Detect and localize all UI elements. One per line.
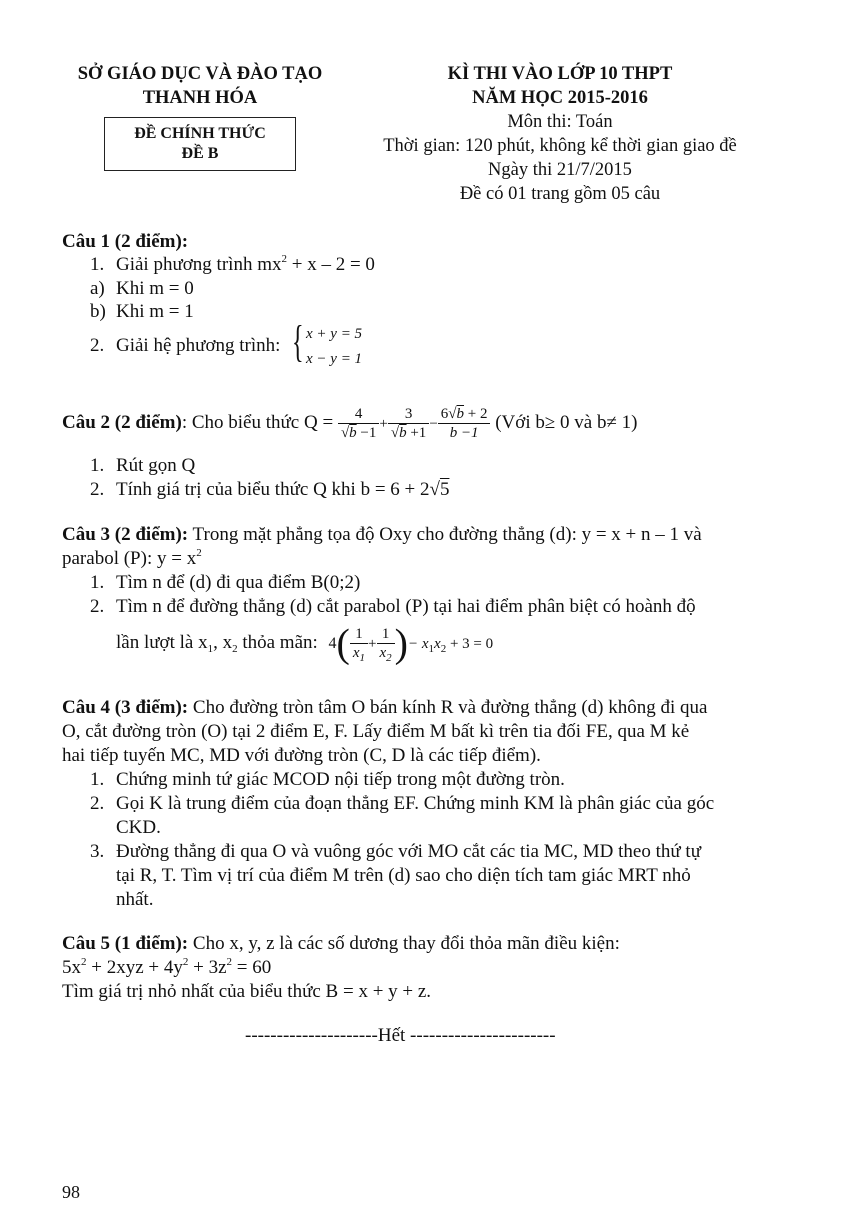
- page-number: 98: [62, 1182, 80, 1202]
- q2-fraction-2: [388, 405, 429, 442]
- text: lần lượt là x: [116, 632, 208, 653]
- official-label: ĐỀ CHÍNH THỨC: [134, 125, 266, 142]
- q1-item-a-text: Khi m = 0: [116, 278, 194, 299]
- end-marker: ---------------------Hết -----------------------: [245, 1025, 556, 1046]
- q4-item-1-number: 1.: [90, 769, 105, 790]
- q3-item-2-number: 2.: [90, 596, 105, 617]
- text: + 3 = 0: [446, 636, 494, 652]
- numerator-tail: + 2: [464, 406, 488, 423]
- q2-item-1-text: Rút gọn Q: [116, 455, 196, 476]
- q3-intro-line-1: [62, 523, 702, 547]
- q3-item-2: [90, 595, 696, 619]
- q1-item-b-label: b): [90, 301, 106, 322]
- subscript: 1: [428, 643, 435, 655]
- province-name: THANH HÓA: [142, 88, 258, 108]
- pages-info: Đề có 01 trang gồm 05 câu: [459, 184, 661, 204]
- q2-item-2: 2. Tính giá trị của biểu thức Q khi b = 6 + 2√5: [90, 479, 450, 500]
- department-header: [50, 62, 350, 110]
- exp: 2: [226, 956, 233, 968]
- q3-item-1: [90, 571, 360, 595]
- q4-item-2: [90, 792, 714, 816]
- sqrt-radicand: b: [399, 425, 407, 442]
- formula-coef: 4: [328, 635, 337, 652]
- q1-item-2-text: Giải hệ phương trình:: [116, 335, 281, 356]
- minus-operator: −: [429, 416, 438, 432]
- q1-item-1: [90, 253, 375, 277]
- q1-item-a-label: a): [90, 278, 105, 299]
- q2-item-1: [90, 454, 195, 478]
- text: thỏa mãn:: [237, 632, 318, 653]
- text: , x: [213, 632, 233, 653]
- q3-intro-text: Trong mặt phẳng tọa độ Oxy cho đường thẳng (d): y = x + n – 1 và: [188, 524, 702, 545]
- q4-item-3: [90, 840, 701, 864]
- q4-item-1: [90, 768, 565, 792]
- q2-item-1-number: 1.: [90, 455, 105, 476]
- q2-statement: [62, 400, 637, 447]
- left-paren-icon: (: [336, 620, 350, 666]
- q2-title: Câu 2 (2 điểm): [62, 412, 182, 433]
- formula-tail: [408, 636, 494, 655]
- q4-item-2-number: 2.: [90, 793, 105, 814]
- q1-title: Câu 1 (2 điểm):: [62, 231, 189, 252]
- system-equation-2: x − y = 1: [306, 351, 363, 367]
- exam-variant: ĐỀ B: [181, 145, 219, 162]
- q2-item-2-number: 2.: [90, 479, 105, 500]
- q2-fraction-3-numerator: 6√b + 2: [438, 405, 491, 424]
- text: x: [434, 636, 441, 652]
- q5-task: Tìm giá trị nhỏ nhất của biểu thức B = x + y + z.: [62, 981, 432, 1002]
- q2-fraction-1-denominator: √b −1: [340, 425, 377, 442]
- sqrt-radicand: b: [456, 406, 465, 423]
- denominator: [350, 644, 368, 665]
- q3-formula: [328, 620, 494, 666]
- q3-item-2-line-2: [116, 620, 493, 667]
- q4-intro-line-3: hai tiếp tuyến MC, MD với đường tròn (C, D là các tiếp điểm).: [62, 745, 541, 766]
- q4-item-3-line-3: nhất.: [116, 889, 154, 910]
- q2-fraction-1: [338, 405, 379, 442]
- subscript: 2: [386, 652, 392, 665]
- numerator: 1: [377, 625, 395, 644]
- exp: 2: [81, 956, 87, 968]
- q4-intro-line-2: O, cắt đường tròn (O) tại 2 điểm E, F. Lấy điểm M bất kì trên tia đối FE, qua M kẻ: [62, 721, 690, 742]
- q4-item-3-line-2: tại R, T. Tìm vị trí của điểm M trên (d) sao cho diện tích tam giác MRT nhỏ: [116, 865, 691, 886]
- exam-title: KÌ THI VÀO LỚP 10 THPT: [447, 64, 673, 84]
- text: − x: [408, 636, 429, 652]
- q2-fraction-1-numerator: 4: [338, 405, 379, 424]
- q1-item-b: [90, 300, 194, 324]
- q4-item-3-number: 3.: [90, 841, 105, 862]
- text: = 60: [232, 957, 272, 978]
- q1-item-a: [90, 277, 194, 301]
- q3-parabol-text: parabol (P): y = x: [62, 548, 197, 569]
- var: x: [352, 645, 360, 662]
- q3-intro-line-2: [62, 547, 202, 571]
- q2-item-2-text: Tính giá trị của biểu thức Q khi b = 6 + 2: [116, 479, 430, 500]
- q1-item-1-exp: 2: [281, 253, 287, 265]
- q1-item-2-number: 2.: [90, 335, 105, 356]
- q1-item-1-text: Giải phương trình mx: [116, 254, 282, 275]
- text: + 2xyz + 4y: [86, 957, 183, 978]
- q1-item-2: [90, 334, 280, 358]
- plus-operator: +: [379, 416, 388, 432]
- numerator: 1: [350, 625, 368, 644]
- q3-item-1-number: 1.: [90, 572, 105, 593]
- denominator: [377, 644, 395, 665]
- sqrt-radicand: 5: [439, 479, 450, 500]
- formula-fraction-1: [350, 625, 368, 665]
- subscript: 1: [359, 652, 366, 665]
- q2-fraction-2-numerator: 3: [388, 405, 429, 424]
- right-paren-icon: ): [394, 620, 408, 666]
- q4-title: Câu 4 (3 điểm):: [62, 697, 189, 718]
- subscript: 2: [440, 643, 447, 655]
- denominator-tail: −1: [356, 425, 377, 442]
- sqrt-radicand: b: [349, 425, 357, 442]
- q4-intro-line-1: [62, 696, 707, 720]
- q3-title: Câu 3 (2 điểm):: [62, 524, 189, 545]
- q5-intro-text: Cho x, y, z là các số dương thay đổi thỏa mãn điều kiện:: [188, 933, 620, 954]
- official-exam-box: [104, 117, 296, 171]
- q2-fraction-3: [438, 405, 491, 442]
- exp: 2: [182, 956, 189, 968]
- subscript: 1: [207, 643, 214, 655]
- q4-intro-text: Cho đường tròn tâm O bán kính R và đường thẳng (d) không đi qua: [188, 697, 708, 718]
- q1-item-1-number: 1.: [90, 254, 105, 275]
- q5-title: Câu 5 (1 điểm):: [62, 933, 189, 954]
- q4-item-3-line-1: Đường thẳng đi qua O và vuông góc với MO cắt các tia MC, MD theo thứ tự: [116, 841, 702, 862]
- department-name: SỞ GIÁO DỤC VÀ ĐÀO TẠO: [77, 64, 323, 84]
- subscript: 2: [232, 643, 238, 655]
- school-year: NĂM HỌC 2015-2016: [472, 88, 648, 108]
- numerator-coef: 6: [440, 406, 449, 423]
- denominator-tail: +1: [406, 425, 427, 442]
- q4-item-2-line-1: Gọi K là trung điểm của đoạn thẳng EF. Chứng minh KM là phân giác của góc: [116, 793, 715, 814]
- q3-item-2-line-1: Tìm n để đường thẳng (d) cắt parabol (P) tại hai điểm phân biệt có hoành độ: [116, 596, 696, 617]
- var: x: [379, 645, 387, 662]
- exam-date: Ngày thi 21/7/2015: [488, 160, 632, 180]
- q5-intro: [62, 932, 620, 956]
- brace-icon: {: [292, 317, 304, 366]
- q2-fraction-3-denominator: b −1: [449, 425, 479, 442]
- q1-item-1-tail: + x – 2 = 0: [286, 254, 375, 275]
- q5-equation: [62, 956, 271, 980]
- plus-operator: +: [368, 636, 377, 652]
- system-equation-1: x + y = 5: [306, 326, 363, 342]
- q2-condition: (Với b≥ 0 và b≠ 1): [495, 412, 638, 433]
- q1-item-b-text: Khi m = 1: [116, 301, 194, 322]
- q2-fraction-2-denominator: √b +1: [390, 425, 427, 442]
- text: + 3z: [188, 957, 227, 978]
- equation-system: [292, 317, 382, 372]
- q2-intro: : Cho biểu thức Q =: [181, 412, 338, 433]
- text: 5x: [62, 957, 81, 978]
- subject: Môn thi: Toán: [507, 112, 613, 132]
- q4-item-1-text: Chứng minh tứ giác MCOD nội tiếp trong một đường tròn.: [116, 769, 565, 790]
- q4-item-2-line-2: CKD.: [116, 817, 161, 838]
- q3-item-1-text: Tìm n để (d) đi qua điểm B(0;2): [116, 572, 361, 593]
- q3-parabol-exp: 2: [196, 547, 202, 559]
- formula-fraction-2: [377, 625, 395, 665]
- exam-header: [335, 62, 785, 206]
- duration: Thời gian: 120 phút, không kể thời gian giao đề: [383, 136, 737, 156]
